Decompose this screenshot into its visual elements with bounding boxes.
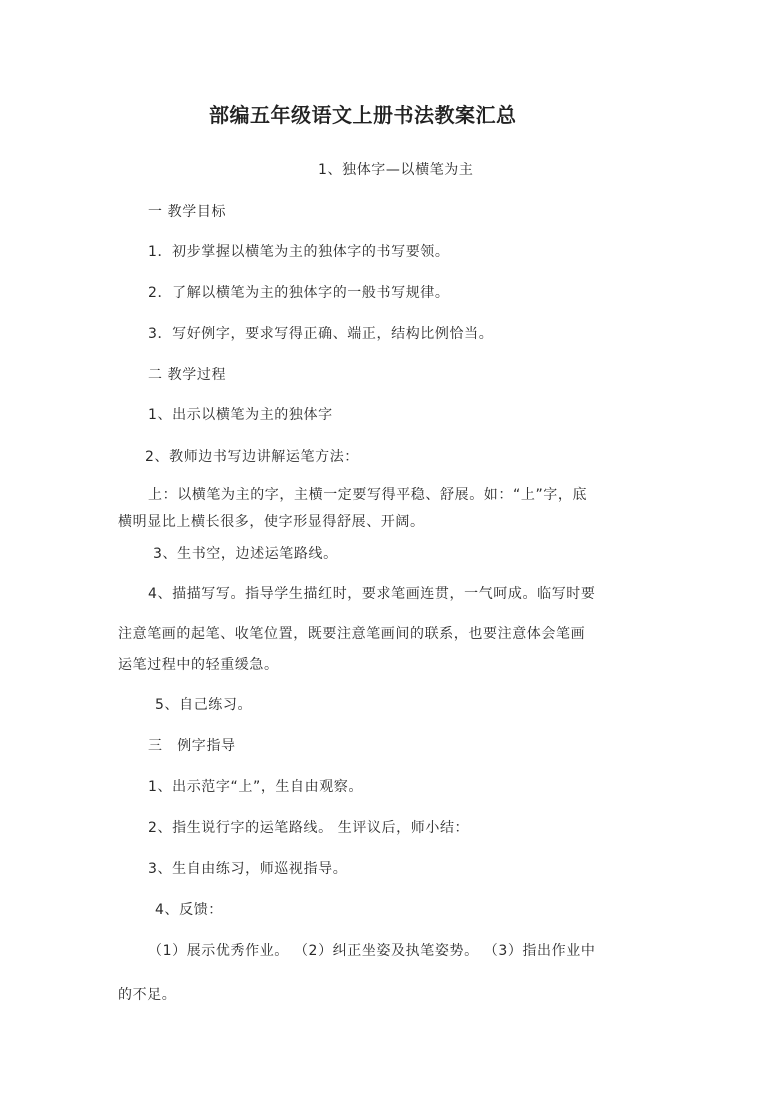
goal-item: 2．了解以横笔为主的独体字的一般书写规律。: [148, 285, 450, 301]
paragraph-line: 4、描描写写。指导学生描红时，要求笔画连贯，一气呵成。临写时要: [148, 586, 596, 602]
paragraph-line: （1）展示优秀作业。 （2）纠正坐姿及执笔姿势。 （3）指出作业中: [148, 943, 596, 959]
example-item: 1、出示范字“上”，生自由观察。: [148, 779, 364, 795]
process-item: 1、出示以横笔为主的独体字: [148, 407, 333, 423]
lesson-subtitle: 1、独体字—以横笔为主: [318, 162, 474, 178]
process-item: 3、生书空，边述运笔路线。: [153, 546, 338, 562]
example-item: 3、生自由练习，师巡视指导。: [148, 861, 348, 877]
goal-item: 3．写好例字，要求写得正确、端正，结构比例恰当。: [148, 326, 494, 342]
paragraph-line: 的不足。: [118, 987, 177, 1003]
paragraph-line: 上：以横笔为主的字，主横一定要写得平稳、舒展。如：“上”字，底: [148, 487, 588, 503]
paragraph-line: 注意笔画的起笔、收笔位置，既要注意笔画间的联系，也要注意体会笔画: [118, 626, 586, 642]
paragraph-line: 运笔过程中的轻重缓急。: [118, 657, 279, 673]
section-heading-goals: 一 教学目标: [148, 204, 227, 220]
paragraph-line: 横明显比上横长很多，使字形显得舒展、开阔。: [118, 514, 425, 530]
page-title: 部编五年级语文上册书法教案汇总: [209, 103, 517, 127]
section-heading-examples: 三 例字指导: [148, 738, 236, 754]
example-item: 2、指生说行字的运笔路线。 生评议后，师小结：: [148, 820, 470, 836]
section-heading-process: 二 教学过程: [148, 367, 227, 383]
process-item: 2、教师边书写边讲解运笔方法：: [145, 449, 359, 465]
goal-item: 1．初步掌握以横笔为主的独体字的书写要领。: [148, 244, 450, 260]
process-item: 5、自己练习。: [155, 697, 253, 713]
example-item: 4、反馈：: [155, 902, 223, 918]
